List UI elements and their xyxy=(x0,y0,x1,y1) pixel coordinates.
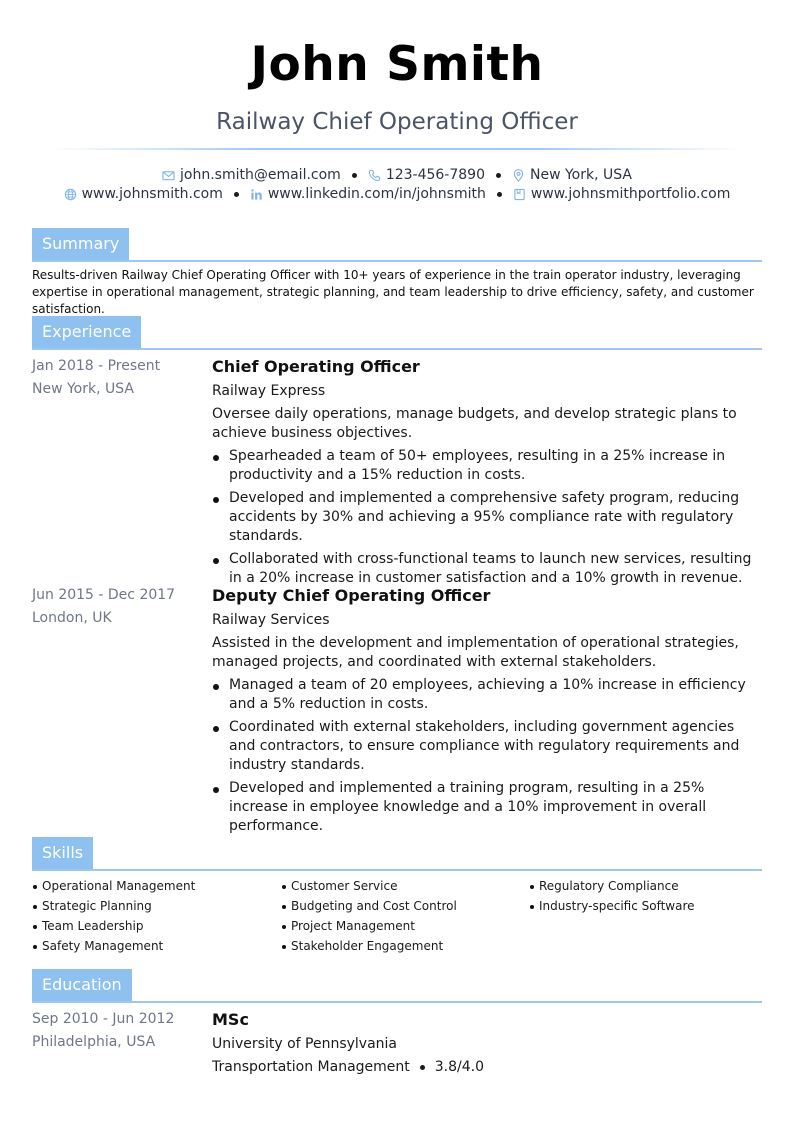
separator-dot xyxy=(496,173,501,178)
contact-email[interactable] xyxy=(162,166,341,184)
skills-column xyxy=(281,876,457,956)
job-description: Oversee daily operations, manage budgets, and develop strategic plans to achieve business objectives. xyxy=(212,406,737,441)
skill-item: Operational Management xyxy=(32,876,195,896)
summary-section-header xyxy=(32,228,762,262)
skill-item: Project Management xyxy=(281,916,457,936)
job-bullets xyxy=(212,676,762,840)
map-pin-icon xyxy=(512,169,525,182)
contact-phone[interactable] xyxy=(368,166,485,184)
job-bullet: Spearheaded a team of 50+ employees, resulting in a 25% increase in productivity and a 15% reduction in costs. xyxy=(212,447,762,485)
contact-location xyxy=(512,166,632,184)
separator-dot xyxy=(497,192,502,197)
linkedin-icon xyxy=(250,188,263,201)
skill-item: Team Leadership xyxy=(32,916,195,936)
envelope-icon xyxy=(162,169,175,182)
education-location: Philadelphia, USA xyxy=(32,1034,156,1050)
job-location: New York, USA xyxy=(32,381,134,397)
phone-text: 123-456-7890 xyxy=(385,167,485,183)
school-name: University of Pennsylvania xyxy=(212,1036,397,1052)
skills-column xyxy=(32,876,195,956)
skills-heading: Skills xyxy=(32,837,93,869)
job-dates: Jun 2015 - Dec 2017 xyxy=(32,587,176,603)
experience-heading: Experience xyxy=(32,316,141,348)
globe-icon xyxy=(64,188,77,201)
email-text: john.smith@email.com xyxy=(180,167,341,183)
skill-item: Customer Service xyxy=(281,876,457,896)
skill-item: Stakeholder Engagement xyxy=(281,936,457,956)
education-dates: Sep 2010 - Jun 2012 xyxy=(32,1011,175,1027)
job-bullets xyxy=(212,447,762,592)
location-text: New York, USA xyxy=(530,167,632,183)
linkedin-text: www.linkedin.com/in/johnsmith xyxy=(267,186,486,202)
separator-dot xyxy=(234,192,239,197)
contact-website[interactable] xyxy=(64,185,223,203)
summary-text: Results-driven Railway Chief Operating Officer with 10+ years of experience in the train operator industry, leveraging expertise in operational management, strategic planning, and team leadership to drive efficiency, safety, and customer satisfaction. xyxy=(32,268,754,316)
experience-section-header xyxy=(32,316,762,350)
education-degree: MSc xyxy=(212,1010,249,1029)
job-bullet: Collaborated with cross-functional teams to launch new services, resulting in a 20% increase in customer satisfaction and a 10% growth in revenue. xyxy=(212,550,762,588)
contact-portfolio[interactable] xyxy=(513,185,731,203)
job-company: Railway Services xyxy=(212,612,330,628)
skill-item: Budgeting and Cost Control xyxy=(281,896,457,916)
contact-row-2 xyxy=(0,185,794,203)
job-title-heading: Railway Chief Operating Officer xyxy=(216,109,578,135)
phone-icon xyxy=(368,169,381,182)
job-bullet: Managed a team of 20 employees, achieving a 10% increase in efficiency and a 5% reduction in costs. xyxy=(212,676,762,714)
education-field-line xyxy=(212,1058,484,1077)
separator-dot xyxy=(352,173,357,178)
candidate-name: John Smith xyxy=(250,37,544,92)
skills-section-header xyxy=(32,837,762,871)
education-heading: Education xyxy=(32,969,132,1001)
separator-dot xyxy=(420,1065,425,1070)
job-description: Assisted in the development and implementation of operational strategies, managed projects, and coordinated with external stakeholders. xyxy=(212,635,739,670)
contact-row-1 xyxy=(0,166,794,184)
job-location: London, UK xyxy=(32,610,112,626)
education-section-header xyxy=(32,969,762,1003)
job-dates: Jan 2018 - Present xyxy=(32,358,161,374)
skill-item: Regulatory Compliance xyxy=(529,876,695,896)
skill-item: Safety Management xyxy=(32,936,195,956)
job-bullet: Developed and implemented a comprehensive safety program, reducing accidents by 30% and achieving a 95% compliance rate with regulatory standards. xyxy=(212,489,762,546)
summary-heading: Summary xyxy=(32,228,129,260)
education-school xyxy=(212,1035,397,1054)
skill-item: Strategic Planning xyxy=(32,896,195,916)
contact-linkedin[interactable] xyxy=(250,185,486,203)
portfolio-icon xyxy=(513,188,526,201)
job-bullet: Developed and implemented a training program, resulting in a 25% increase in employee knowledge and a 10% improvement in overall performance. xyxy=(212,779,762,836)
gpa: 3.8/4.0 xyxy=(434,1059,485,1075)
field-of-study: Transportation Management xyxy=(212,1059,410,1075)
job-bullet: Coordinated with external stakeholders, including government agencies and contractors, to ensure compliance with regulatory requirements and industry standards. xyxy=(212,718,762,775)
header-divider xyxy=(50,148,744,150)
job-title: Deputy Chief Operating Officer xyxy=(212,586,491,605)
skills-column xyxy=(529,876,695,916)
skill-item: Industry-specific Software xyxy=(529,896,695,916)
job-company: Railway Express xyxy=(212,383,326,399)
portfolio-text: www.johnsmithportfolio.com xyxy=(530,186,731,202)
job-title: Chief Operating Officer xyxy=(212,357,420,376)
website-text: www.johnsmith.com xyxy=(81,186,223,202)
